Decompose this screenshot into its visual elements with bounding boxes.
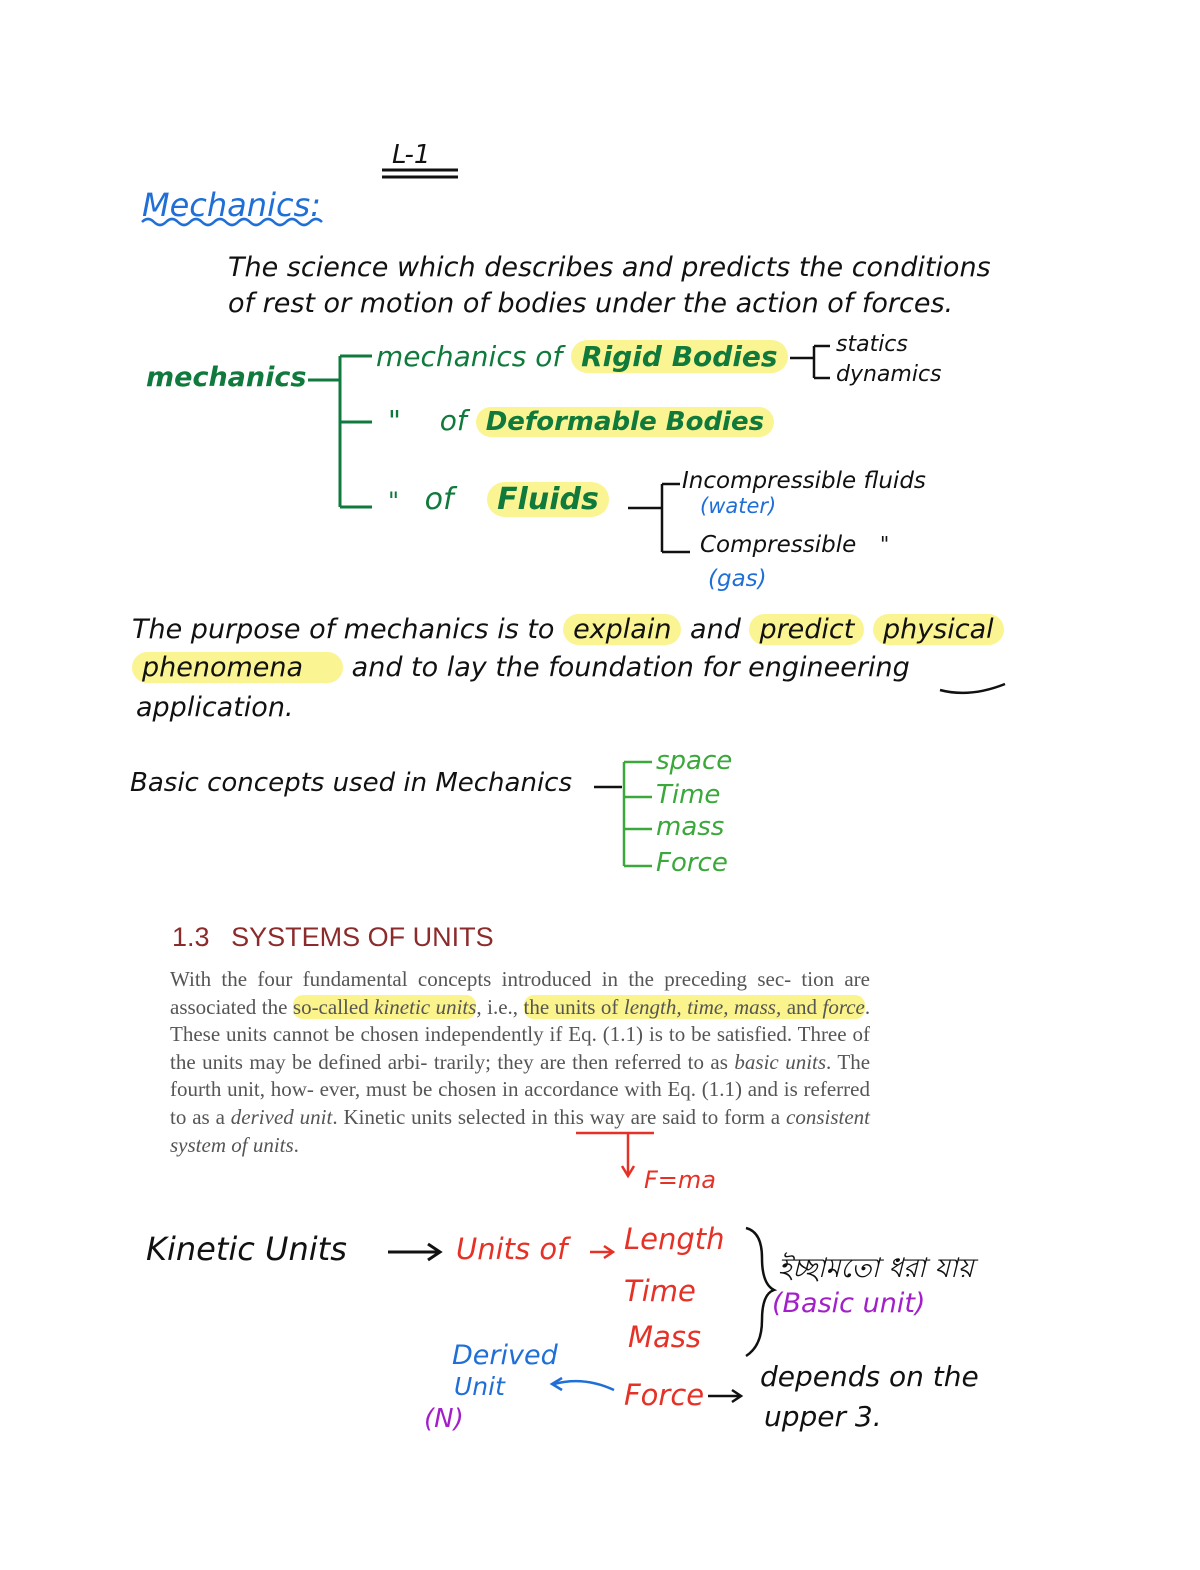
depends-line-2: upper 3. xyxy=(764,1400,882,1433)
para-hl-length-time-mass: length, time, mass, xyxy=(623,994,782,1019)
branch-deformable-ditto: " xyxy=(388,404,401,437)
purpose-line-1 xyxy=(132,614,1004,645)
purpose-line-3: application. xyxy=(136,692,294,723)
para-hl-and: and xyxy=(786,994,818,1019)
derived-label-2: Unit xyxy=(454,1372,505,1401)
branch-rigid xyxy=(376,340,788,373)
unit-length: Length xyxy=(624,1222,725,1256)
para-ie: , i.e., xyxy=(476,994,519,1019)
unit-force: Force xyxy=(624,1378,705,1412)
fma-annotation: F=ma xyxy=(644,1166,716,1194)
fluid-incompressible-example: (water) xyxy=(700,494,777,518)
section-title: SYSTEMS OF UNITS xyxy=(231,922,494,952)
concept-time: Time xyxy=(656,780,721,810)
para-derived-unit: derived unit xyxy=(230,1104,333,1129)
units-of-label: Units of xyxy=(456,1232,568,1266)
bengali-note: ইচ্ছামতো ধরা যায় xyxy=(778,1253,974,1284)
para-hl-force: force xyxy=(822,994,865,1019)
units-paragraph xyxy=(170,966,870,1159)
tree-root: mechanics xyxy=(146,362,307,393)
unit-time: Time xyxy=(624,1274,696,1308)
concept-space: space xyxy=(656,746,733,776)
purpose-hl-physical: physical xyxy=(873,614,1004,645)
purpose-text-and: and xyxy=(690,614,741,645)
kinetic-units-label: Kinetic Units xyxy=(146,1230,347,1268)
definition-line-2: of rest or motion of bodies under the action of forces. xyxy=(228,288,954,319)
section-heading xyxy=(172,922,494,953)
purpose-text-3: and to lay the foundation for engineering xyxy=(351,652,910,683)
branch-deformable-highlight: Deformable Bodies xyxy=(476,407,774,437)
purpose-line-2 xyxy=(132,652,910,683)
purpose-text-1: The purpose of mechanics is to xyxy=(132,614,555,645)
branch-deformable xyxy=(388,404,774,437)
branch-fluids-ditto: " xyxy=(388,487,400,515)
para-hl-kinetic-units: kinetic units xyxy=(374,994,477,1019)
page-label: L-1 xyxy=(392,140,431,170)
derived-symbol: (N) xyxy=(424,1404,464,1434)
fluid-compressible-example: (gas) xyxy=(708,566,767,592)
unit-mass: Mass xyxy=(628,1320,702,1354)
para-part-3: . The fourth unit, how- ever, must be chosen in accordance with Eq. (1.1) and is referred to as a xyxy=(170,1049,871,1129)
para-hl-socalled: so-called xyxy=(292,994,369,1019)
para-part-4: . Kinetic units selected in this way are said to form a xyxy=(332,1104,781,1129)
depends-line-1: depends on the xyxy=(760,1360,979,1393)
section-number: 1.3 xyxy=(172,922,210,952)
purpose-hl-explain: explain xyxy=(563,614,681,645)
para-consistent-system: consistent system of units xyxy=(170,1104,871,1157)
fluid-compressible-ditto: " xyxy=(880,532,890,556)
concept-mass: mass xyxy=(656,812,725,842)
concept-force: Force xyxy=(656,848,728,878)
basic-unit-note: (Basic unit) xyxy=(772,1288,926,1319)
fluid-compressible: Compressible xyxy=(700,532,857,558)
branch-rigid-prefix: mechanics of xyxy=(376,340,563,373)
derived-label-1: Derived xyxy=(452,1340,558,1371)
branch-fluids xyxy=(388,482,609,517)
rigid-sub-dynamics: dynamics xyxy=(836,362,942,387)
mechanics-title: Mechanics: xyxy=(142,186,321,224)
purpose-hl-phenomena: phenomena xyxy=(132,652,343,683)
basic-concepts-label: Basic concepts used in Mechanics xyxy=(130,768,573,798)
para-part-1: With the four fundamental concepts introduced in the preceding sec- tion are associated the xyxy=(170,967,870,1019)
branch-rigid-highlight: Rigid Bodies xyxy=(571,340,787,373)
para-end: . xyxy=(293,1132,299,1157)
purpose-hl-predict: predict xyxy=(749,614,864,645)
branch-deformable-of: of xyxy=(439,404,467,437)
rigid-sub-statics: statics xyxy=(836,332,908,357)
para-hl-units-of: the units of xyxy=(523,994,619,1019)
branch-fluids-of: of xyxy=(424,482,454,517)
branch-fluids-highlight: Fluids xyxy=(487,482,609,517)
para-part-2: . These units cannot be chosen independently if Eq. (1.1) is to be satisfied. Three of the units may be defined arbi- trarily; they are then referred to as xyxy=(170,994,871,1074)
para-basic-units: basic units xyxy=(734,1049,827,1074)
fluid-incompressible: Incompressible fluids xyxy=(682,468,926,494)
definition-line-1: The science which describes and predicts the conditions xyxy=(228,252,991,283)
